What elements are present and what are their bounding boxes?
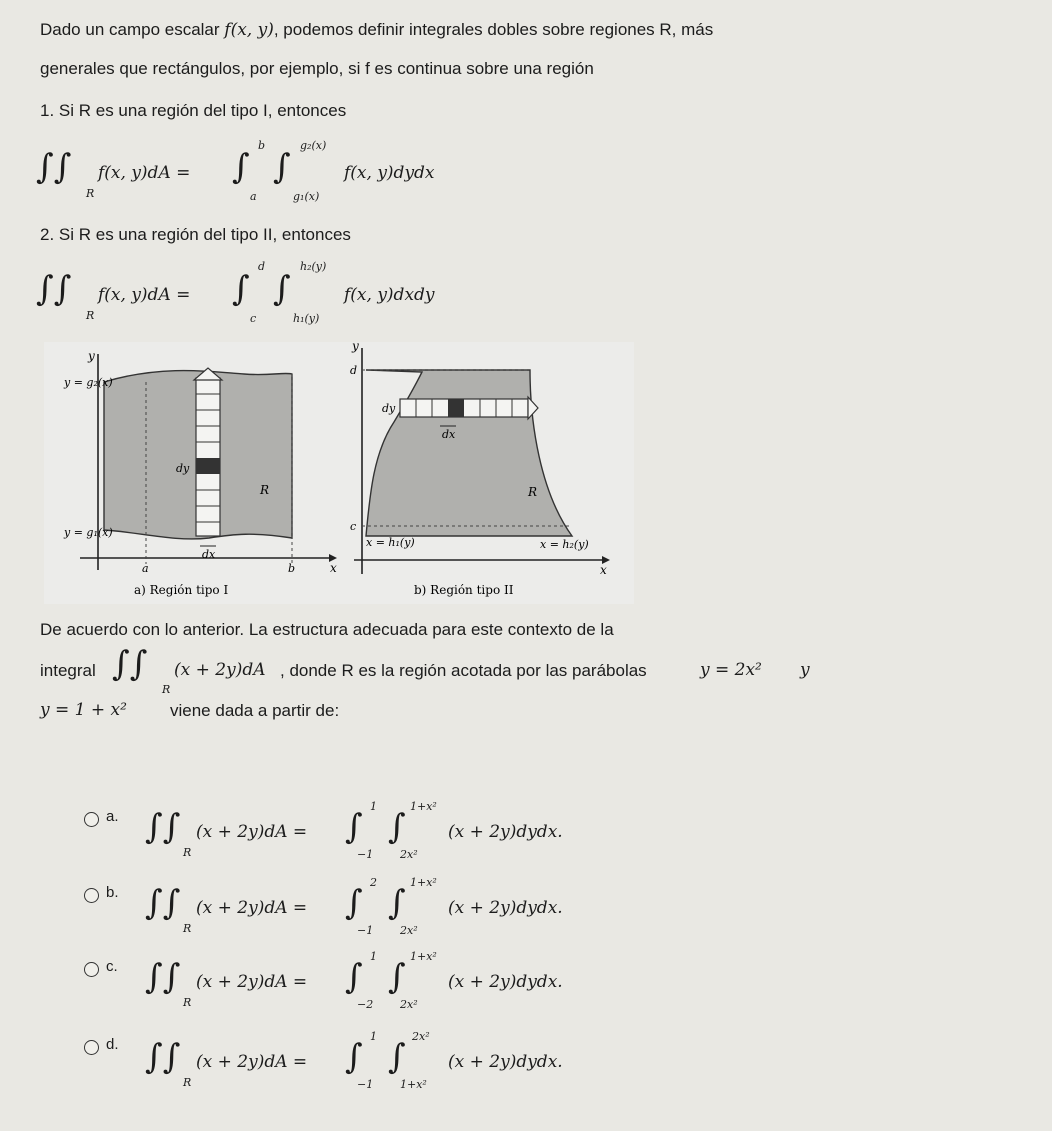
option-lhs: (x + 2y)dA = xyxy=(196,898,308,918)
item2-upper-outer: d xyxy=(258,260,266,273)
option-label: d. xyxy=(106,1036,119,1053)
type-one-diagram xyxy=(63,349,337,597)
intro-line-2: generales que rectángulos, por ejemplo, si f es continua sobre una región xyxy=(40,59,594,78)
option-lhs: (x + 2y)dA = xyxy=(196,972,308,992)
region-sub: R xyxy=(86,187,95,200)
intro-text: Dado un campo escalar xyxy=(40,20,225,39)
question-line-2-start: integral xyxy=(40,661,96,680)
label-b: b xyxy=(288,562,296,575)
label-c: c xyxy=(350,520,357,533)
option-label: b. xyxy=(106,884,119,901)
integral-sign: ∫ xyxy=(345,807,363,847)
lower-outer: −2 xyxy=(357,998,374,1011)
double-integral-sign: ∫∫ xyxy=(145,1037,181,1077)
integral-sign: ∫ xyxy=(345,957,363,997)
caption-type-one: a) Región tipo I xyxy=(134,583,229,597)
right-dy-label: dy xyxy=(382,402,396,415)
lower-inner: 2x² xyxy=(400,924,418,937)
label-a: a xyxy=(142,562,149,575)
curve-two: y = 1 + x² xyxy=(40,700,127,720)
question-line-3: viene dada a partir de: xyxy=(170,701,340,720)
item1-text: 1. Si R es una región del tipo I, entonces xyxy=(40,101,347,120)
item1-lhs: f(x, y)dA = xyxy=(98,163,191,183)
lower-outer: −1 xyxy=(357,1078,374,1091)
top-curve-label: y = g₂(x) xyxy=(64,376,113,389)
double-integral-sign: ∫∫ xyxy=(112,644,148,684)
right-curve-label: x = h₂(y) xyxy=(540,538,589,551)
lower-inner: 1+x² xyxy=(400,1078,427,1091)
left-region-label: R xyxy=(260,483,270,497)
item2-lhs: f(x, y)dA = xyxy=(98,285,191,305)
option-integrand: (x + 2y)dydx. xyxy=(448,898,563,918)
lower-inner: 2x² xyxy=(400,998,418,1011)
double-integral-sign: ∫∫ xyxy=(145,807,181,847)
question-line-1: De acuerdo con lo anterior. La estructura adecuada para este contexto de la xyxy=(40,620,614,639)
upper-outer: 1 xyxy=(370,950,377,963)
question-line-2-end: , donde R es la región acotada por las parábolas xyxy=(280,661,647,680)
item2-lower-inner: h₁(y) xyxy=(293,312,320,325)
right-region-label: R xyxy=(528,485,538,499)
upper-inner: 1+x² xyxy=(410,800,437,813)
upper-inner: 1+x² xyxy=(410,950,437,963)
integral-sign: ∫ xyxy=(345,1037,363,1077)
double-integral-sign: ∫∫ xyxy=(145,883,181,923)
integral-sign: ∫ xyxy=(388,1037,406,1077)
item1-lower-outer: a xyxy=(250,190,257,203)
integral-sign: ∫ xyxy=(232,269,250,309)
intro-line-1 xyxy=(40,19,713,41)
region-sub: R xyxy=(183,996,192,1009)
option-lhs: (x + 2y)dA = xyxy=(196,1052,308,1072)
right-y-axis-label: y xyxy=(352,342,359,353)
left-curve-label: x = h₁(y) xyxy=(366,536,415,549)
item2-lower-outer: c xyxy=(250,312,257,325)
option-integrand: (x + 2y)dydx. xyxy=(448,972,563,992)
lower-outer: −1 xyxy=(357,924,374,937)
integral-sign: ∫ xyxy=(273,147,291,187)
integral-sign: ∫ xyxy=(388,807,406,847)
region-sub: R xyxy=(183,922,192,935)
option-label: c. xyxy=(106,958,118,975)
double-integral-sign: ∫∫ xyxy=(36,269,72,309)
vertical-strip xyxy=(194,368,222,546)
and-y: y xyxy=(800,660,810,680)
item1-integrand: f(x, y)dydx xyxy=(344,163,435,183)
option-lhs: (x + 2y)dA = xyxy=(196,822,308,842)
left-y-axis-label: y xyxy=(88,349,95,363)
integral-sign: ∫ xyxy=(345,883,363,923)
option-label: a. xyxy=(106,808,119,825)
label-d: d xyxy=(350,364,358,377)
option-integrand: (x + 2y)dydx. xyxy=(448,1052,563,1072)
integral-sign: ∫ xyxy=(388,957,406,997)
region-sub: R xyxy=(183,846,192,859)
upper-outer: 2 xyxy=(370,876,377,889)
integral-sign: ∫ xyxy=(232,147,250,187)
curve-one: y = 2x² xyxy=(700,660,762,680)
region-sub: R xyxy=(183,1076,192,1089)
radio-button[interactable] xyxy=(84,888,99,903)
upper-inner: 1+x² xyxy=(410,876,437,889)
radio-button[interactable] xyxy=(84,812,99,827)
upper-inner: 2x² xyxy=(412,1030,430,1043)
right-dx-label: dx xyxy=(442,428,456,441)
item2-text: 2. Si R es una región del tipo II, entonces xyxy=(40,225,351,244)
region-r-type-two xyxy=(366,370,572,536)
caption-type-two: b) Región tipo II xyxy=(414,583,514,597)
item2-integrand: f(x, y)dxdy xyxy=(344,285,435,305)
left-dy-label: dy xyxy=(176,462,190,475)
lower-inner: 2x² xyxy=(400,848,418,861)
double-integral-sign: ∫∫ xyxy=(145,957,181,997)
region-sub: R xyxy=(86,309,95,322)
intro-text-end: , podemos definir integrales dobles sobre regiones R, más xyxy=(273,20,714,39)
question-integral: (x + 2y)dA xyxy=(174,660,266,680)
region-figure xyxy=(44,342,634,604)
type-two-diagram xyxy=(350,342,610,597)
item1-lower-inner: g₁(x) xyxy=(293,190,320,203)
radio-button[interactable] xyxy=(84,1040,99,1055)
left-x-axis-label: x xyxy=(330,561,337,575)
bottom-curve-label: y = g₁(x) xyxy=(64,526,113,539)
radio-button[interactable] xyxy=(84,962,99,977)
option-integrand: (x + 2y)dydx. xyxy=(448,822,563,842)
item1-upper-outer: b xyxy=(258,139,266,152)
integral-sign: ∫ xyxy=(273,269,291,309)
integral-sign: ∫ xyxy=(388,883,406,923)
lower-outer: −1 xyxy=(357,848,374,861)
left-dx-label: dx xyxy=(202,548,216,561)
item2-upper-inner: h₂(y) xyxy=(300,260,327,273)
region-diagrams xyxy=(44,342,634,604)
region-sub: R xyxy=(162,683,171,696)
intro-function: f(x, y) xyxy=(224,20,274,40)
upper-outer: 1 xyxy=(370,800,377,813)
item1-upper-inner: g₂(x) xyxy=(300,139,327,152)
double-integral-sign: ∫∫ xyxy=(36,147,72,187)
upper-outer: 1 xyxy=(370,1030,377,1043)
right-x-axis-label: x xyxy=(600,563,607,577)
